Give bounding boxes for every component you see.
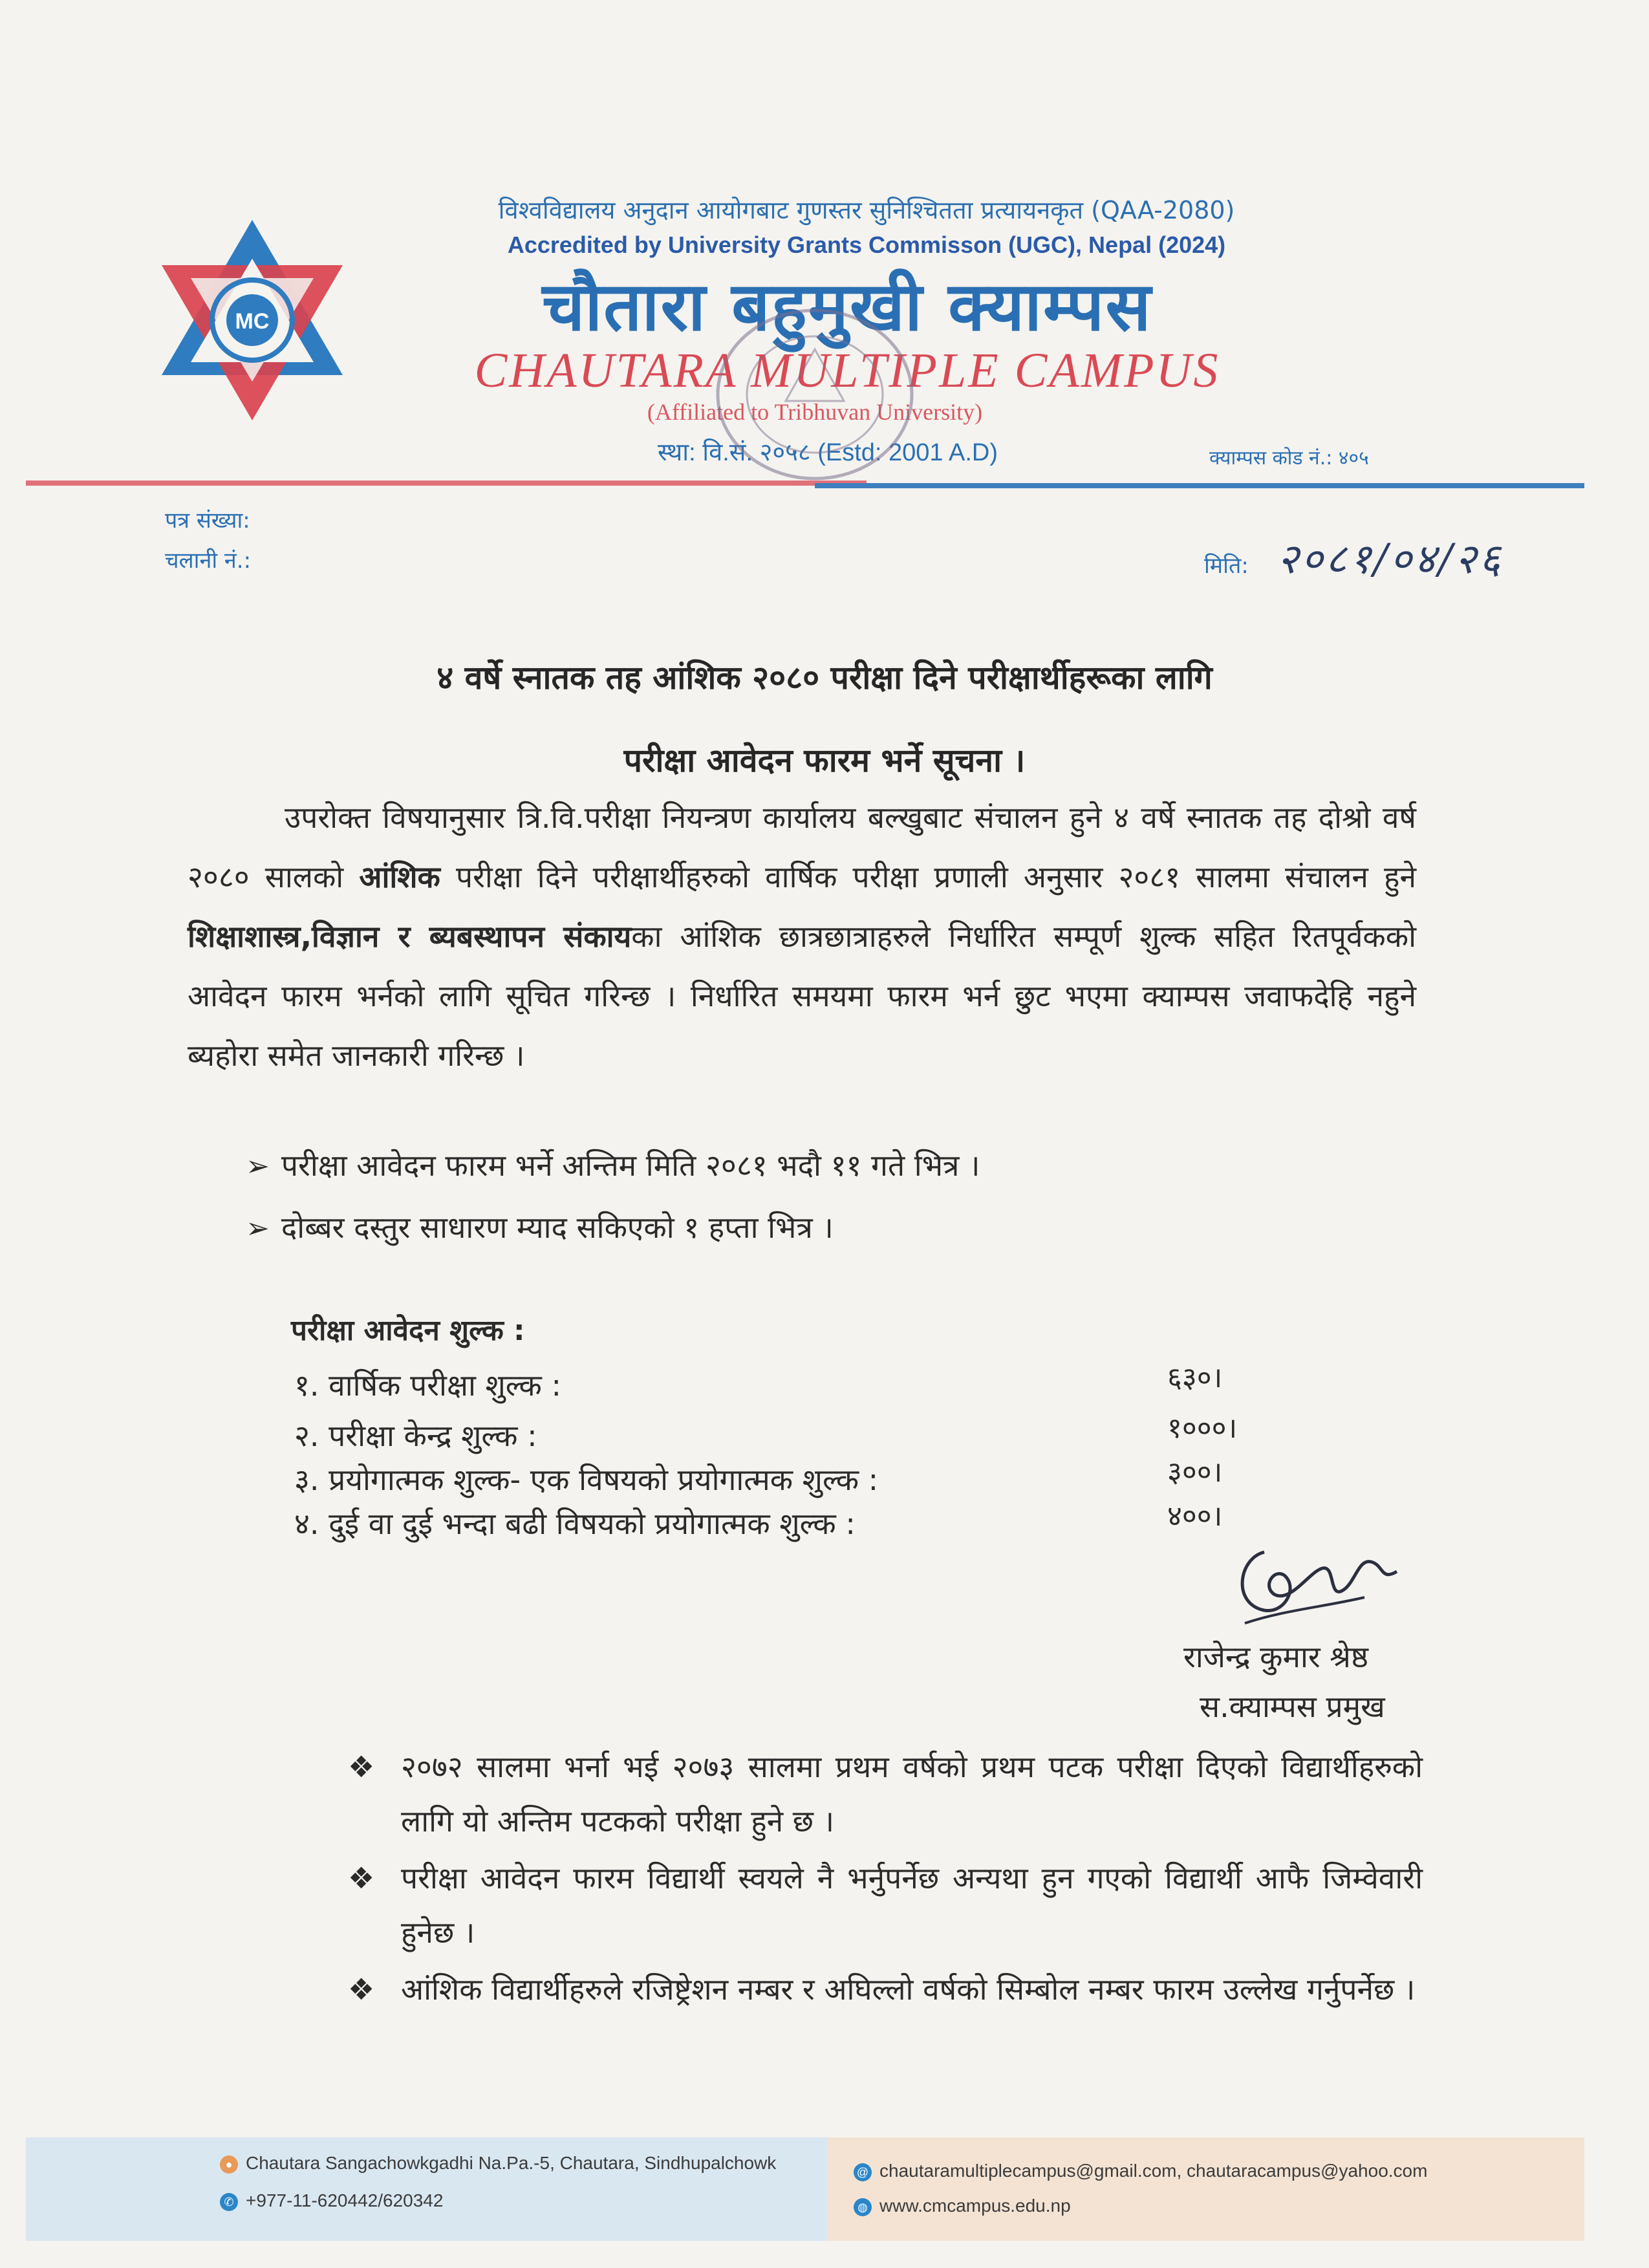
body-bold-2: शिक्षाशास्त्र,विज्ञान र ब्यबस्थापन संकाय (188, 919, 632, 954)
footer-phone (220, 2190, 443, 2211)
website-link[interactable]: www.cmcampus.edu.np (879, 2196, 1071, 2216)
fee-row (294, 1500, 1264, 1543)
footer (26, 2137, 1584, 2241)
fee-amount: ४००। (1167, 1500, 1223, 1533)
body-text-2: परीक्षा दिने परीक्षार्थीहरुको वार्षिक परीक्षा प्रणाली अनुसार २०८१ सालमा संचालन हुने (440, 859, 1416, 894)
body-bold-1: आंशिक (359, 859, 440, 894)
campus-stamp (705, 291, 925, 491)
signatory-name: राजेन्द्र कुमार श्रेष्ठ (1183, 1639, 1368, 1674)
accreditation-en: Accredited by University Grants Commisson (UGC), Nepal (2024) (507, 232, 1226, 258)
arrow-icon: ➢ (246, 1212, 270, 1245)
signatory-post: स.क्याम्पस प्रमुख (1200, 1689, 1385, 1724)
note-item (349, 1740, 1423, 1848)
globe-icon: ◍ (854, 2198, 872, 2216)
deadline-bullet (246, 1145, 980, 1185)
notice-body (188, 788, 1416, 1085)
bullet-text: परीक्षा आवेदन फारम भर्ने अन्तिम मिति २०८१ भदौ ११ गते भित्र । (281, 1148, 980, 1183)
accreditation-np: विश्वविद्यालय अनुदान आयोगबाट गुणस्तर सुनिश्चितता प्रत्यायनकृत (QAA-2080) (498, 196, 1235, 224)
fee-amount: १०००। (1167, 1412, 1238, 1445)
note-item (349, 1962, 1423, 2016)
campus-name-np: चौतारा बहुमुखी क्याम्पस (542, 267, 1152, 346)
body-text-1: उपरोक्त विषयानुसार त्रि.वि.परीक्षा नियन्त्रण कार्यालय बल्खुबाट संचालन हुने ४ वर्षे स्नातक तह दोश्रो वर्ष २०८० सालको (188, 800, 1416, 894)
email-text[interactable]: chautaramultiplecampus@gmail.com, chautaracampus@yahoo.com (879, 2161, 1428, 2181)
fee-amount: ६३०। (1167, 1361, 1223, 1394)
bullet-text: दोब्बर दस्तुर साधारण म्याद सकिएको १ हप्ता भित्र । (281, 1210, 834, 1245)
late-fee-bullet (246, 1207, 834, 1247)
notice-title-line2: परीक्षा आवेदन फारम भर्ने सूचना । (623, 742, 1026, 779)
note-text: परीक्षा आवेदन फारम विद्यार्थी स्वयले नै भर्नुपर्नेछ अन्यथा हुन गएको विद्यार्थी आफै जिम्वेवारी हुनेछ । (401, 1861, 1423, 1950)
address-text: Chautara Sangachowkgadhi Na.Pa.-5, Chautara, Sindhupalchowk (246, 2153, 777, 2173)
campus-logo (155, 213, 349, 427)
header-rule-blue (815, 483, 1584, 488)
signature (1225, 1533, 1406, 1643)
email-icon: @ (854, 2163, 872, 2181)
campus-code: क्याम्पस कोड नं.: ४०५ (1209, 447, 1369, 470)
footer-website[interactable] (854, 2196, 1071, 2216)
diamond-bullet-icon: ❖ (348, 1749, 375, 1784)
fee-label: ४. दुई वा दुई भन्दा बढी विषयको प्रयोगात्मक शुल्क : (294, 1506, 856, 1541)
campus-name-en: CHAUTARA MULTIPLE CAMPUS (474, 343, 1220, 398)
phone-icon: ✆ (220, 2193, 238, 2211)
note-text: आंशिक विद्यार्थीहरुले रजिष्ट्रेशन नम्बर र अघिल्लो वर्षको सिम्बोल नम्बर फारम उल्लेख गर्नुपर्नेछ । (401, 1972, 1416, 2007)
footer-address (220, 2153, 776, 2174)
established: स्था: वि.सं. २०५८ (Estd: 2001 A.D) (658, 439, 998, 466)
footer-email[interactable] (854, 2161, 1427, 2181)
phone-text: +977-11-620442/620342 (246, 2190, 444, 2210)
fees-heading: परीक्षा आवेदन शुल्क : (291, 1314, 525, 1347)
dispatch-no-label: चलानी नं.: (165, 548, 252, 574)
affiliation: (Affiliated to Tribhuvan University) (647, 399, 983, 425)
fee-label: ३. प्रयोगात्मक शुल्क- एक विषयको प्रयोगात्मक शुल्क : (294, 1462, 879, 1497)
date-value: २०८१/०४/२६ (1277, 535, 1503, 583)
arrow-icon: ➢ (246, 1150, 270, 1183)
diamond-bullet-icon: ❖ (348, 1861, 375, 1895)
header-rule-red (26, 481, 867, 486)
letter-no-label: पत्र संख्या: (165, 508, 250, 534)
date-label: मिति: (1204, 553, 1249, 579)
fee-row (294, 1361, 1264, 1405)
fee-label: २. परीक्षा केन्द्र शुल्क : (294, 1418, 537, 1453)
fee-label: १. वार्षिक परीक्षा शुल्क : (294, 1368, 561, 1403)
footer-right-panel (828, 2137, 1584, 2241)
fee-row (294, 1456, 1264, 1499)
fee-row (294, 1412, 1264, 1455)
location-pin-icon: ● (220, 2155, 238, 2174)
note-text: २०७२ सालमा भर्ना भई २०७३ सालमा प्रथम वर्षको प्रथम पटक परीक्षा दिएको विद्यार्थीहरुको लागि यो अन्तिम पटकको परीक्षा हुने छ । (401, 1749, 1423, 1839)
notice-title-line1: ४ वर्षे स्नातक तह आंशिक २०८० परीक्षा दिने परीक्षार्थीहरूका लागि (436, 659, 1212, 697)
note-item (349, 1851, 1423, 1960)
fee-amount: ३००। (1167, 1456, 1223, 1489)
body-text-3: का आंशिक छात्रछात्राहरुले निर्धारित सम्पूर्ण शुल्क सहित रितपूर्वकको आवेदन फारम भर्नको लागि सूचित गरिन्छ । निर्धारित समयमा फारम भर्न छुट भएमा क्याम्पस जवाफदेहि नहुने ब्यहोरा समेत जानकारी गरिन्छ । (188, 919, 1416, 1073)
svg-text:MC: MC (235, 309, 270, 334)
diamond-bullet-icon: ❖ (348, 1972, 375, 2007)
